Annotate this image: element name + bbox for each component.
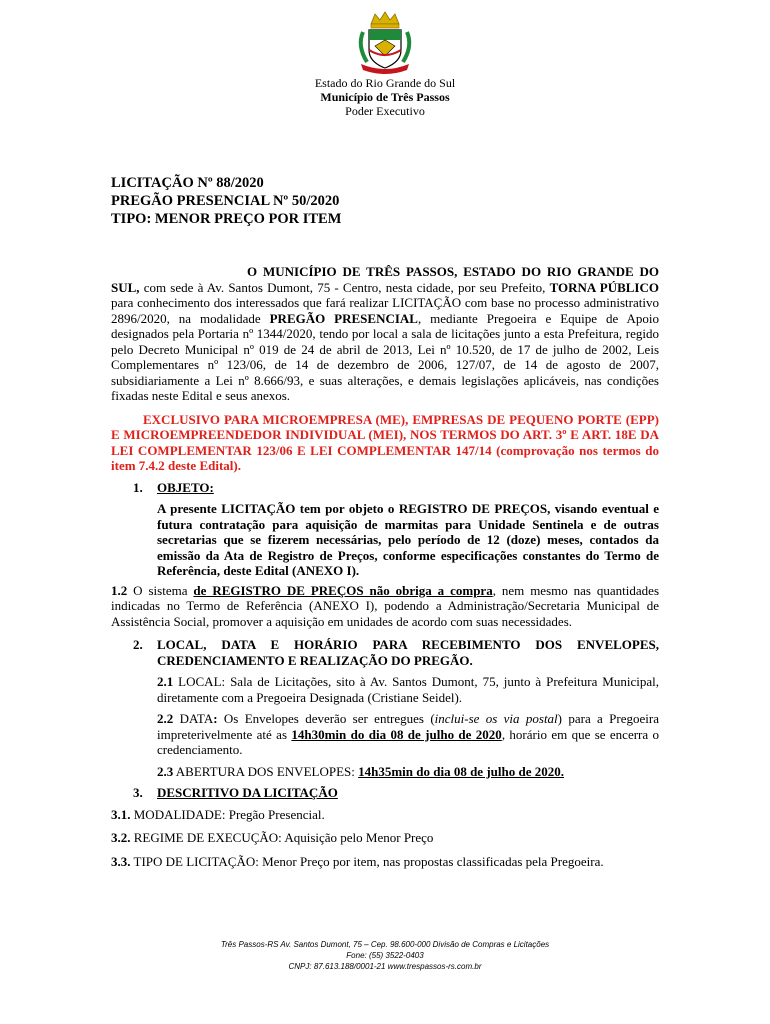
footer-address: Três Passos-RS Av. Santos Dumont, 75 – Cep. 98.600-000 Divisão de Compras e Licitações xyxy=(220,940,550,949)
item-text: Os Envelopes deverão ser entregues ( xyxy=(217,711,435,726)
item-emphasis: de REGISTRO DE PREÇOS não obriga a compra xyxy=(193,582,493,598)
item-text: DATA xyxy=(173,711,214,726)
intro-text-1: com sede à Av. Santos Dumont, 75 - Centro, nesta cidade, por seu Prefeito, xyxy=(139,279,550,295)
item-text: MODALIDADE: Pregão Presencial. xyxy=(130,806,325,822)
item-colon: : xyxy=(213,711,218,726)
document-body xyxy=(111,264,659,869)
delivery-deadline: 14h30min do dia 08 de julho de 2020 xyxy=(291,726,502,742)
intro-paragraph xyxy=(111,264,659,404)
item-number: 3.1. xyxy=(111,806,131,822)
item-2-3 xyxy=(111,764,659,780)
intro-text-3: , mediante Pregoeira e Equipe de Apoio designados pela Portaria nº 1344/2020, tendo por local a sala de licitações junto a esta Prefeitura, regido pelo Decreto Municipal nº 019 de 24 de abril de 2013, Lei nº 10.520, de 17 de julho de 2002, Leis Complementares nº 123/06, de 14 de dezembro de 2006, 127/07, de 14 de agosto de 2007, subsidiariamente a Lei nº 8.666/93, e suas alterações, e demais legislações aplicáveis, nas condições fixadas neste Edital e seus anexos. xyxy=(111,310,659,403)
item-number: 2.2 xyxy=(157,711,174,726)
item-text: , nem mesmo nas quantidades indicadas no Termo de Referência (ANEXO I), podendo a Administração/Secretaria Municipal de Assistência Social, promover a aquisição em unidades de acordo com suas necessidades. xyxy=(111,582,660,629)
item-text: , horário em que se encerra o credenciamento. xyxy=(157,726,660,757)
item-text: LOCAL: Sala de Licitações, sito à Av. Santos Dumont, 75, junto à Prefeitura Municipal, diretamente com a Pregoeira Designada (Cristiane Seidel). xyxy=(157,674,659,705)
footer-phone: Fone: (55) 3522-0403 xyxy=(346,951,424,960)
item-text: TIPO DE LICITAÇÃO: Menor Preço por item, nas propostas classificadas pela Pregoeira. xyxy=(130,853,604,869)
item-3-2 xyxy=(111,830,659,846)
bid-number: LICITAÇÃO Nº 88/2020 xyxy=(111,175,264,191)
section-number: 1. xyxy=(133,479,143,495)
item-2-1 xyxy=(111,674,659,705)
intro-bold-1: TORNA PÚBLICO xyxy=(549,279,659,295)
item-text: ABERTURA DOS ENVELOPES: xyxy=(173,763,359,779)
section-title: OBJETO: xyxy=(157,479,214,495)
item-3-1 xyxy=(111,807,659,823)
item-2-2 xyxy=(111,711,659,758)
state-name: Estado do Rio Grande do Sul xyxy=(314,76,456,90)
section-title: LOCAL, DATA E HORÁRIO PARA RECEBIMENTO DOS ENVELOPES, CREDENCIAMENTO E REALIZAÇÃO DO PREGÃO. xyxy=(157,637,659,668)
bid-type: TIPO: MENOR PREÇO POR ITEM xyxy=(111,211,342,227)
section-2-heading xyxy=(111,637,659,668)
object-description: A presente LICITAÇÃO tem por objeto o REGISTRO DE PREÇOS, visando eventual e futura contratação para aquisição de marmitas para Unidade Sentinela e de outras secretarias que se fizerem necessárias, pelo período de 12 (doze) meses, contados da emissão da Ata de Registro de Preços, conforme especificações constantes do Termo de Referência, deste Edital (ANEXO I). xyxy=(157,501,659,578)
item-text: O sistema xyxy=(127,582,194,598)
opening-time: 14h35min do dia 08 de julho de 2020. xyxy=(358,763,564,779)
intro-lead: O MUNICÍPIO DE TRÊS PASSOS, ESTADO DO RIO GRANDE DO SUL, xyxy=(111,264,659,295)
branch-name: Poder Executivo xyxy=(345,104,425,118)
item-3-3 xyxy=(111,854,659,870)
letterhead xyxy=(0,76,770,118)
item-italic: inclui-se os via postal xyxy=(434,711,558,726)
auction-number: PREGÃO PRESENCIAL Nº 50/2020 xyxy=(111,193,340,209)
item-number: 2.3 xyxy=(157,763,174,779)
section-1-heading xyxy=(111,480,659,496)
item-number: 3.3. xyxy=(111,853,131,869)
section-number: 3. xyxy=(133,785,143,800)
item-number: 1.2 xyxy=(111,582,128,598)
footer-cnpj: CNPJ: 87.613.188/0001-21 www.trespassos-rs.com.br xyxy=(288,962,482,971)
document-titles xyxy=(111,174,341,228)
page-footer xyxy=(0,939,770,972)
item-text: REGIME DE EXECUÇÃO: Aquisição pelo Menor Preço xyxy=(130,830,434,845)
item-text: ) para a Pregoeira impreterivelmente até as xyxy=(157,711,659,742)
section-3-heading xyxy=(111,785,659,801)
intro-bold-2: PREGÃO PRESENCIAL xyxy=(269,310,418,326)
section-title: DESCRITIVO DA LICITAÇÃO xyxy=(157,785,338,800)
section-number: 2. xyxy=(133,637,143,652)
municipality-name: Município de Três Passos xyxy=(320,90,450,104)
item-number: 2.1 xyxy=(157,674,174,689)
item-1-2 xyxy=(111,583,659,630)
intro-text-2: para conhecimento dos interessados que fará realizar LICITAÇÃO com base no processo administrativo 2896/2020, na modalidade xyxy=(111,295,659,326)
exclusive-notice: EXCLUSIVO PARA MICROEMPRESA (ME), EMPRESAS DE PEQUENO PORTE (EPP) E MICROEMPREENDEDOR INDIVIDUAL (MEI), NOS TERMOS DO ART. 3º E ART. 18E DA LEI COMPLEMENTAR 123/06 E LEI COMPLEMENTAR 147/14 (comprovação nos termos do item 7.4.2 deste Edital). xyxy=(111,411,659,473)
item-number: 3.2. xyxy=(111,830,131,845)
coat-of-arms-icon xyxy=(353,10,417,74)
